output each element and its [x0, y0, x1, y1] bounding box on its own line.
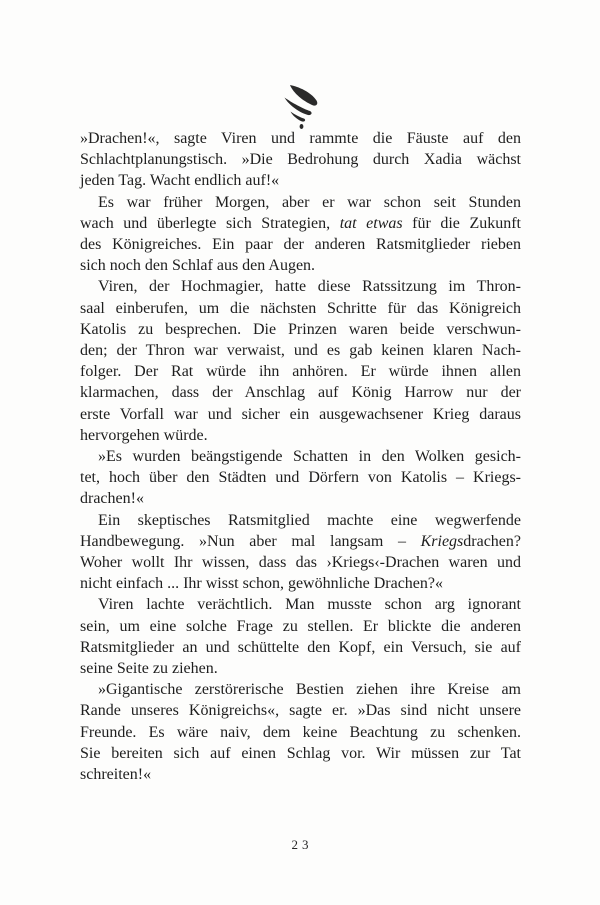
text-line: Ein skeptisches Ratsmitglied machte eine wegwerfende	[98, 511, 521, 529]
text-line: Schlachtplanungstisch. »Die Bedrohung durch Xadia wächst	[80, 151, 521, 169]
text-line: sich noch den Schlaf aus den Augen.	[80, 257, 316, 275]
text-line: tet, hoch über den Städten und Dörfern von Katolis – Kriegs-	[80, 469, 521, 487]
text-line: Woher wollt Ihr wissen, dass das ›Kriegs‹-Drachen waren und	[80, 554, 521, 572]
text-line: saal einberufen, um die nächsten Schritte für das Königreich	[80, 299, 521, 317]
text-line: schreiten!«	[80, 766, 152, 784]
text-line: Katolis zu besprechen. Die Prinzen waren beide verschwun-	[80, 320, 521, 338]
body-text	[80, 128, 521, 785]
text-line: des Königreiches. Ein paar der anderen Ratsmitglieder rieben	[80, 236, 521, 254]
text-line: Rande unseres Königreichs«, sagte er. »Das sind nicht unsere	[80, 702, 521, 720]
text-line: sein, um eine solche Frage zu stellen. Er blickte die anderen	[80, 617, 521, 635]
bird-swoosh-icon	[277, 84, 323, 130]
text-line: wach und überlegte sich Strategien, tat etwas für die Zukunft	[80, 214, 522, 232]
text-line: »Gigantische zerstörerische Bestien ziehen ihre Kreise am	[98, 681, 521, 699]
text-line: folger. Der Rat würde ihn anhören. Er würde ihnen allen	[80, 363, 521, 381]
text-line: den; der Thron war verwaist, und es gab keinen klaren Nach-	[80, 342, 521, 360]
text-line: seine Seite zu ziehen.	[80, 660, 218, 678]
text-line: klarmachen, dass der Anschlag auf König Harrow nur der	[80, 384, 521, 402]
text-line: Freunde. Es wäre naiv, dem keine Beachtung zu schenken.	[80, 723, 521, 741]
text-line: erste Vorfall war und sicher ein ausgewachsener Krieg daraus	[80, 405, 521, 423]
text-line: Handbewegung. »Nun aber mal langsam – Kriegsdrachen?	[80, 532, 521, 550]
text-line: Viren, der Hochmagier, hatte diese Ratssitzung im Thron-	[98, 278, 521, 296]
text-line: jeden Tag. Wacht endlich auf!«	[80, 172, 280, 190]
text-line: Viren lachte verächtlich. Man musste schon arg ignorant	[98, 596, 521, 614]
text-line: Es war früher Morgen, aber er war schon seit Stunden	[98, 193, 521, 211]
text-line: »Drachen!«, sagte Viren und rammte die Fäuste auf den	[80, 130, 521, 147]
page-number: 23	[291, 837, 313, 852]
scene-break-ornament	[0, 84, 600, 130]
text-line: Ratsmitglieder an und schüttelte den Kopf, ein Versuch, sie auf	[80, 638, 521, 656]
text-line: »Es wurden beängstigende Schatten in den Wolken gesich-	[98, 448, 521, 466]
text-line: nicht einfach ... Ihr wisst schon, gewöhnliche Drachen?«	[80, 575, 443, 593]
text-line: hervorgehen würde.	[80, 426, 208, 444]
text-line: Sie bereiten sich auf einen Schlag vor. Wir müssen zur Tat	[80, 744, 521, 762]
text-line: drachen!«	[80, 490, 144, 508]
